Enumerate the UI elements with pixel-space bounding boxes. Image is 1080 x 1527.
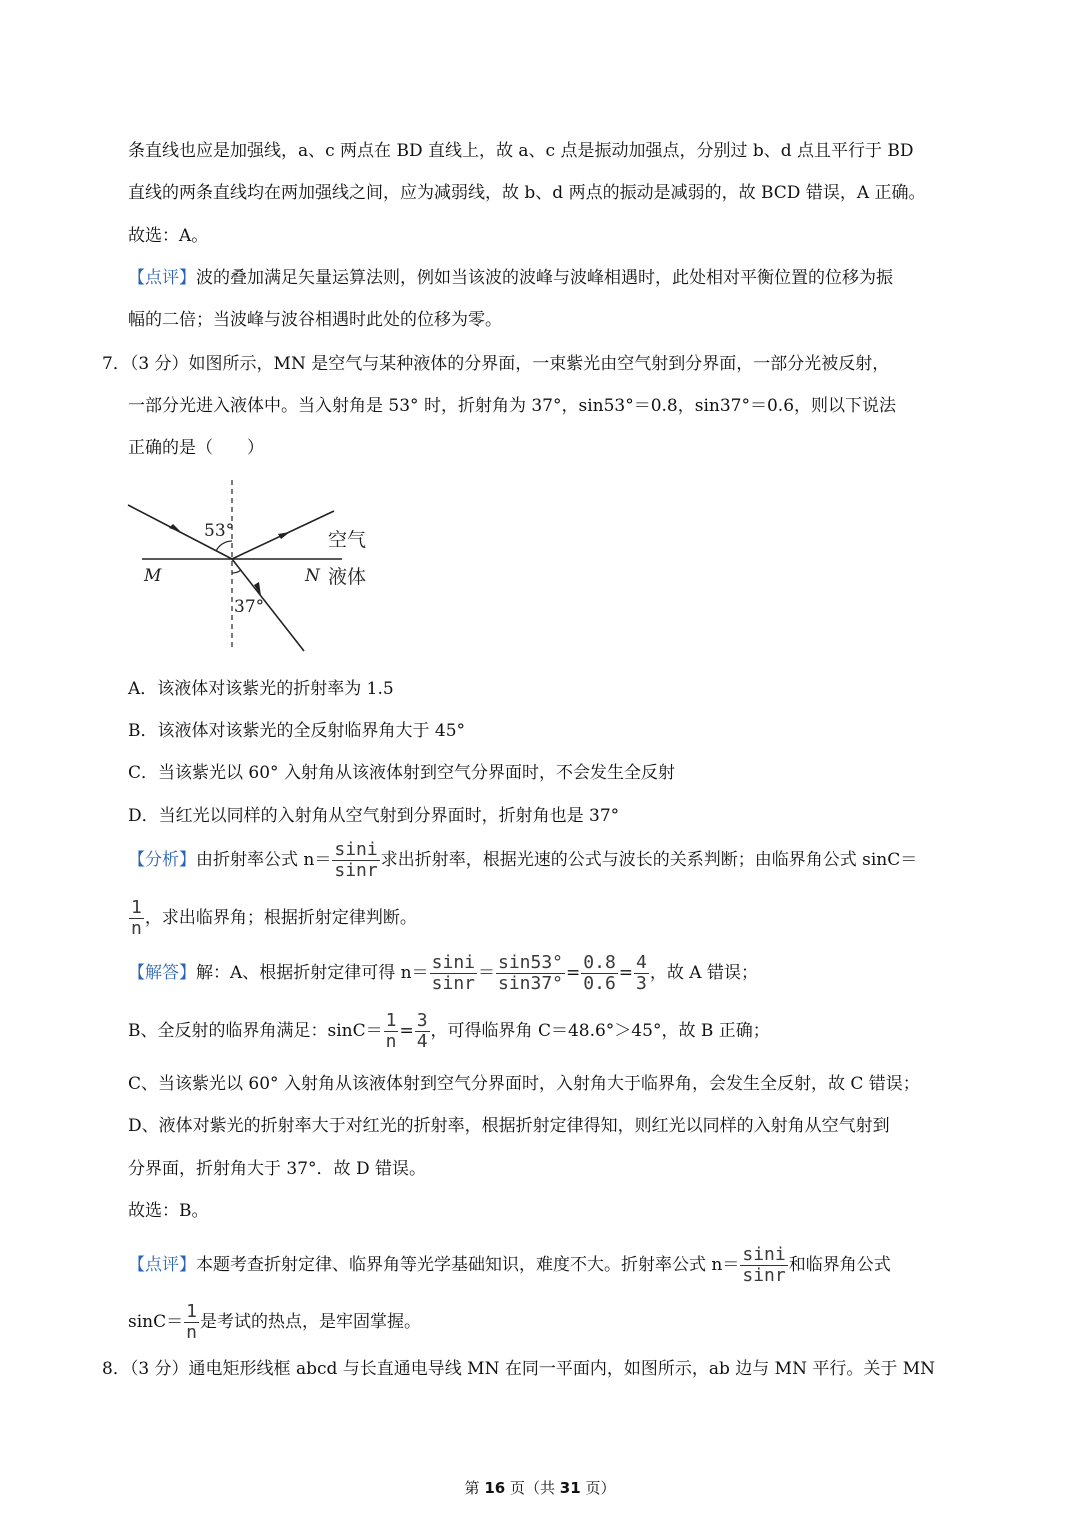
solution-text: ，可得临界角 C＝48.6°＞45°，故 B 正确； (430, 1021, 770, 1041)
frac-num: 1 (131, 897, 142, 918)
label-m: M (144, 566, 162, 586)
angle-label-37: 37° (234, 597, 265, 617)
footer-text: 第 (464, 1479, 480, 1497)
frac-den: sinr (334, 860, 378, 881)
fraction-1-n (384, 1011, 399, 1052)
comment-text: sinC＝ (128, 1312, 184, 1332)
frac-num: 0.8 (583, 952, 616, 973)
arrow-reflected (278, 532, 290, 539)
page-number: 16 (484, 1479, 506, 1497)
label-n: N (305, 566, 320, 586)
frac-num: sini (334, 839, 378, 860)
comment-text: 本题考查折射定律、临界角等光学基础知识，难度不大。折射率公式 n＝ (196, 1255, 740, 1275)
text-line: 条直线也应是加强线，a、c 两点在 BD 直线上，故 a、c 点是振动加强点，分别过 b、d 点且平行于 BD (128, 141, 914, 161)
option-a: A．该液体对该紫光的折射率为 1.5 (128, 679, 394, 699)
frac-den: sin37° (498, 973, 564, 994)
solution-text: 解：A、根据折射定律可得 n＝ (196, 963, 429, 983)
angle-arc-bottom (232, 570, 241, 573)
comment-line (128, 1302, 421, 1343)
frac-den: n (186, 1322, 197, 1343)
solution-tag: 【解答】 (128, 963, 196, 983)
comment-tag: 【点评】 (128, 268, 196, 288)
frac-num: 1 (385, 1010, 397, 1031)
angle-arc-top (216, 541, 232, 551)
solution-line-c: C、当该紫光以 60° 入射角从该液体射到空气分界面时，入射角大于临界角，会发生全反射，故 C 错误； (128, 1074, 920, 1094)
frac-num: 3 (416, 1010, 428, 1031)
footer-text: 页） (585, 1479, 616, 1497)
comment-line (128, 266, 893, 290)
comment-text: 和临界角公式 (788, 1255, 891, 1275)
answer-line: 故选：B。 (128, 1201, 209, 1221)
frac-den: sinr (431, 973, 475, 994)
solution-text: B、全反射的临界角满足：sinC＝ (128, 1021, 383, 1041)
label-liquid: 液体 (328, 566, 367, 588)
fraction-3-4 (415, 1011, 430, 1052)
analysis-text: 求出折射率，根据光速的公式与波长的关系判断；由临界角公式 sinC＝ (380, 850, 918, 870)
fraction-sini-sinr (430, 953, 477, 994)
question-8-stem: 8．（3 分）通电矩形线框 abcd 与长直通电导线 MN 在同一平面内，如图所示，ab 边与 MN 平行。关于 MN (102, 1359, 936, 1379)
label-air: 空气 (328, 529, 367, 551)
solution-text: ，故 A 错误； (649, 963, 758, 983)
frac-num: sini (742, 1244, 786, 1265)
equals-sign: = (618, 963, 634, 983)
refraction-diagram (120, 475, 390, 655)
page-footer (0, 1477, 1080, 1499)
frac-den: sinr (742, 1265, 786, 1286)
question-7-stem: 一部分光进入液体中。当入射角是 53° 时，折射角为 37°，sin53°＝0.8，sin37°＝0.6，则以下说法 (128, 396, 897, 416)
text-line: 幅的二倍；当波峰与波谷相遇时此处的位移为零。 (128, 310, 502, 330)
equals-sign: = (399, 1021, 414, 1041)
frac-num: sin53° (498, 952, 564, 973)
footer-text: 页（共 (509, 1479, 555, 1497)
angle-label-53: 53° (204, 521, 235, 541)
comment-tag: 【点评】 (128, 1255, 196, 1275)
equals-sign: ＝ (478, 963, 495, 983)
question-7-stem: 7．（3 分）如图所示，MN 是空气与某种液体的分界面，一束紫光由空气射到分界面，一部分光被反射， (102, 354, 890, 374)
analysis-tag: 【分析】 (128, 850, 196, 870)
option-d: D．当红光以同样的入射角从空气射到分界面时，折射角也是 37° (128, 806, 620, 826)
option-b: B．该液体对该紫光的全反射临界角大于 45° (128, 721, 466, 741)
frac-den: 3 (636, 973, 647, 994)
frac-den: n (385, 1031, 397, 1052)
frac-num: 1 (186, 1301, 197, 1322)
solution-line-b (128, 1011, 770, 1052)
fraction-1-n (129, 898, 144, 939)
page-total: 31 (559, 1479, 581, 1497)
equals-sign: = (566, 963, 581, 983)
frac-den: n (131, 918, 142, 939)
fraction-sin53-sin37 (496, 953, 565, 994)
frac-num: sini (431, 952, 475, 973)
text-line: 直线的两条直线均在两加强线之间，应为减弱线，故 b、d 两点的振动是减弱的，故 BCD 错误，A 正确。 (128, 183, 926, 203)
comment-text: 是考试的热点，是牢固掌握。 (199, 1312, 421, 1332)
frac-den: 4 (416, 1031, 428, 1052)
comment-text: 波的叠加满足矢量运算法则，例如当该波的波峰与波峰相遇时，此处相对平衡位置的位移为振 (196, 268, 893, 288)
frac-den: 0.6 (583, 973, 616, 994)
fraction-sini-sinr (332, 840, 379, 881)
analysis-line (128, 898, 417, 939)
analysis-line (128, 840, 917, 881)
answer-line: 故选：A。 (128, 226, 209, 246)
analysis-text: 由折射率公式 n＝ (196, 850, 332, 870)
solution-line-a (128, 953, 758, 994)
fraction-08-06 (581, 953, 618, 994)
frac-num: 4 (636, 952, 647, 973)
option-c: C．当该紫光以 60° 入射角从该液体射到空气分界面时，不会发生全反射 (128, 763, 675, 783)
solution-line-d: D、液体对紫光的折射率大于对红光的折射率，根据折射定律得知，则红光以同样的入射角从空气射到 (128, 1116, 890, 1136)
analysis-text: ，求出临界角；根据折射定律判断。 (144, 908, 417, 928)
arrow-incident (169, 524, 181, 532)
solution-line-d: 分界面，折射角大于 37°．故 D 错误。 (128, 1159, 426, 1179)
fraction-1-n (184, 1302, 199, 1343)
comment-line (128, 1245, 891, 1286)
question-7-stem: 正确的是（ ） (128, 438, 264, 458)
fraction-sini-sinr (740, 1245, 787, 1286)
fraction-4-3 (634, 953, 649, 994)
